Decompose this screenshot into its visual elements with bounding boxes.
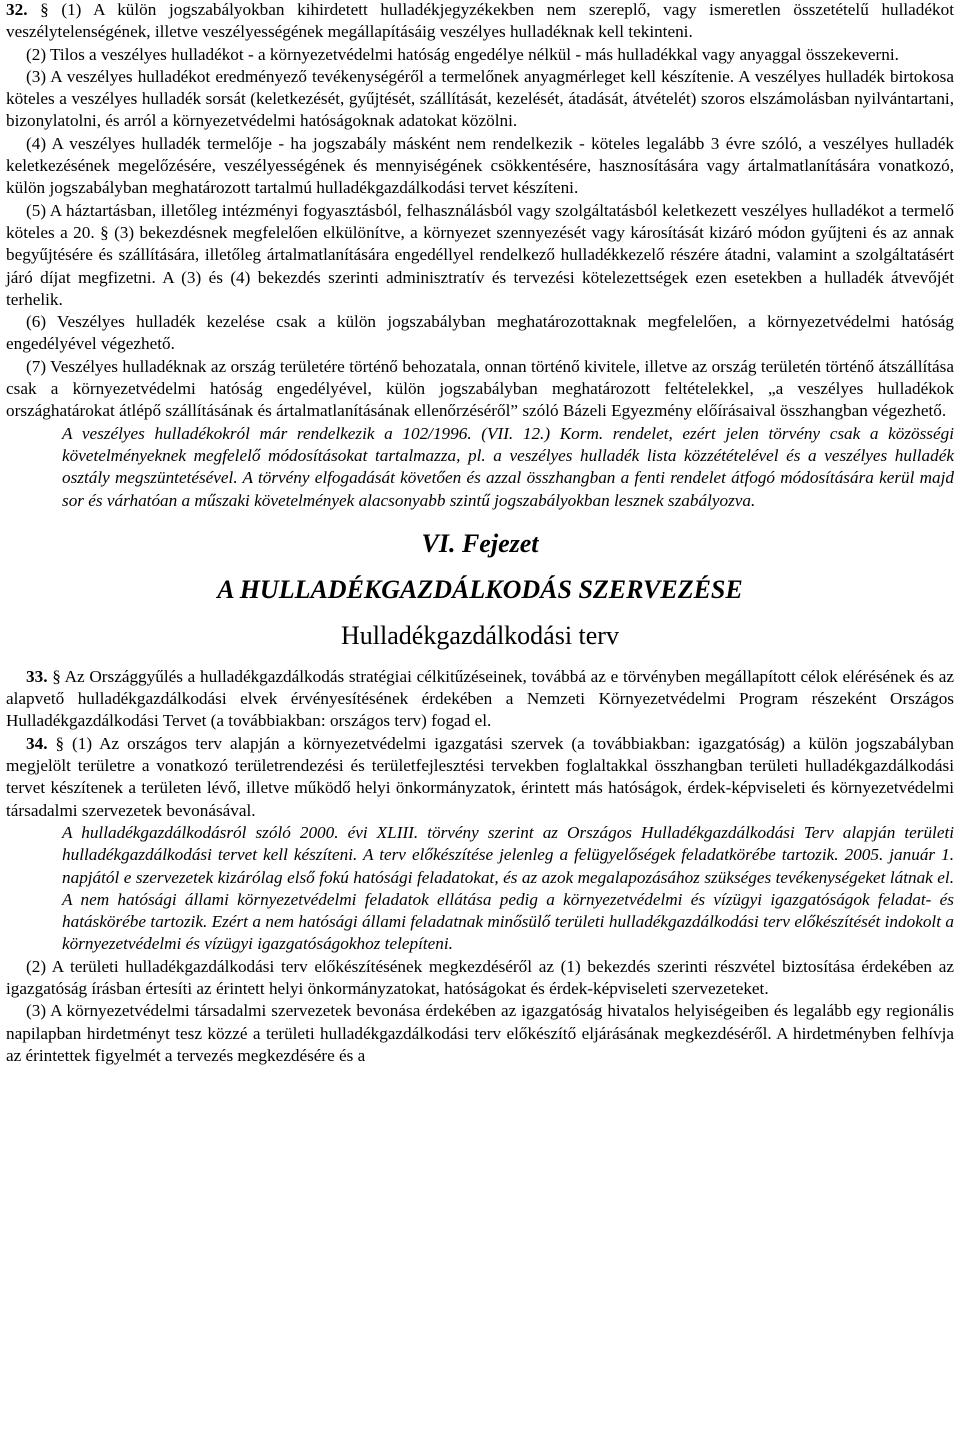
paragraph-text: (5) A háztartásban, illetőleg intézményi fogyasztásból, felhasználásból vagy szolgáltatásból keletkezett veszélyes hulladékot a termelő köteles a 20. <box>6 200 954 242</box>
section-32-paragraph-2: (2) Tilos a veszélyes hulladékot - a környezetvédelmi hatóság engedélye nélkül - más hulladékkal vagy anyaggal összekeverni. <box>26 44 899 64</box>
paragraph-text: Az Országgyűlés a hulladékgazdálkodás stratégiai célkitűzéseinek, továbbá az e törvényben megállapított célok elérésének és az alapvető hulladékgazdálkodási elvek érvényesítésének érdekében a Nemzeti Környezetvédelmi Program részeként Országos Hulladékgazdálkodási Tervet (a továbbiakban: országos terv) fogad el. <box>6 666 954 731</box>
section-sign: § <box>52 666 61 686</box>
section-sign: § <box>55 733 65 753</box>
section-32-paragraph-7: (7) Veszélyes hulladéknak az ország területére történő behozatala, onnan történő kivitele, illetve az ország területén történő átszállítása csak a környezetvédelmi hatóság engedélyével, külön jogszabályban meghatározott feltételekkel, „a veszélyes hulladékok országhatárokat átlépő szállításának és ártalmatlanításának ellenőrzéséről” szóló Bázeli Egyezmény előírásaival összhangban végezhető. <box>6 356 954 421</box>
section-number: 34. <box>26 733 48 753</box>
paragraph-text: (3) bekezdésnek megfelelően elkülönítve, a környezet szennyezését vagy károsítását kizáró módon gyűjteni és az annak begyűjtésére és szállítására, illetőleg ártalmatlanítására engedéllyel rendelkező hulladékkezelő részére átadni, valamint a szolgáltatásért járó díjat megfizetni. A (3) és (4) bekezdés szerinti adminisztratív és tervezési kötelezettségek ezen esetekben a hulladék átvevőjét terhelik. <box>6 222 954 309</box>
section-number: 32. <box>6 0 28 19</box>
section-32-paragraph-3: (3) A veszélyes hulladékot eredményező tevékenységéről a termelőnek anyagmérleget kell készítenie. A veszélyes hulladék birtokosa köteles a veszélyes hulladék sorsát (keletkezését, gyűjtését, szállítását, kezelését, átadását, átvételét) szoros elszámolásban nyilvántartani, bizonylatolni, és arról a környezetvédelmi hatóságoknak adatokat közölni. <box>6 66 954 131</box>
chapter-subtitle: Hulladékgazdálkodási terv <box>341 620 619 650</box>
section-33-paragraph <box>6 666 954 733</box>
section-number: 33. <box>26 666 48 686</box>
section-32-paragraph-5 <box>6 200 954 311</box>
chapter-number: VI. Fejezet <box>421 528 539 558</box>
section-34-paragraph-3: (3) A környezetvédelmi társadalmi szervezetek bevonása érdekében az igazgatóság hivatalos helyiségeiben és legalább egy regionális napilapban hirdetményt tesz közzé a területi hulladékgazdálkodási terv előkészítő eljárásának megkezdéséről. A hirdetményben felhívja az érintettek figyelmét a tervezés megkezdésére és a <box>6 1001 954 1065</box>
explanatory-note: A hulladékgazdálkodásról szóló 2000. évi XLIII. törvény szerint az Országos Hulladékgazdálkodási Terv alapján területi hulladékgazdálkodási tervet kell készíteni. A terv előkészítése jelenleg a felügyelőségek feladatkörébe tartozik. 2005. január 1. napjától e szervezetek kizárólag első fokú hatósági feladatokat, és az azok megalapozásához szükséges tevékenységeket látnak el. A nem hatósági állami környezetvédelmi feladatok ellátása pedig a környezetvédelmi és vízügyi igazgatóságok feladat- és hatáskörébe tartozik. Ezért a nem hatósági állami feladatnak minősülő területi hulladékgazdálkodási terv előkészítését indokolt a környezetvédelmi és vízügyi igazgatóságokhoz telepíteni. <box>62 822 954 954</box>
chapter-title: A HULLADÉKGAZDÁLKODÁS SZERVEZÉSE <box>217 574 743 604</box>
section-32-paragraph-1 <box>6 0 954 44</box>
paragraph-text: (1) Az országos terv alapján a környezetvédelmi igazgatási szervek (a továbbiakban: igazgatóság) a külön jogszabályban megjelölt területre a vonatkozó területrendezési és területfejlesztési tervekben foglaltakkal összhangban területi hulladékgazdálkodási tervet készítenek a területen lévő, illetve működő helyi önkormányzatok, érintett más hatóságok, érdek-képviseleti és környezetvédelmi társadalmi szervezetek bevonásával. <box>6 733 954 820</box>
section-sign: § <box>100 222 109 242</box>
section-sign: § <box>40 0 49 19</box>
paragraph-text: (1) A külön jogszabályokban kihirdetett hulladékjegyzékekben nem szereplő, vagy ismeretlen összetételű hulladékot veszélytelenségének, illetve veszélyességének megállapításáig veszélyes hulladéknak kell tekinteni. <box>6 0 954 42</box>
section-32-paragraph-4: (4) A veszélyes hulladék termelője - ha jogszabály másként nem rendelkezik - köteles legalább 3 évre szóló, a veszélyes hulladék keletkezésének megelőzésére, veszélyességének és mennyiségének csökkentésére, hasznosítására vagy ártalmatlanítására vonatkozó, külön jogszabályban meghatározott tartalmú hulladékgazdálkodási tervet készíteni. <box>6 133 954 198</box>
section-34-paragraph-1 <box>6 733 954 822</box>
section-32-paragraph-6: (6) Veszélyes hulladék kezelése csak a külön jogszabályban meghatározottaknak megfelelően, a környezetvédelmi hatóság engedélyével végezhető. <box>6 312 954 354</box>
section-34-paragraph-2: (2) A területi hulladékgazdálkodási terv előkészítésének megkezdéséről az (1) bekezdés szerinti részvétel biztosítása érdekében az igazgatóság írásban értesíti az érintett helyi önkormányzatokat, hatóságokat és érdek-képviseleti szervezeteket. <box>6 956 954 998</box>
explanatory-note: A veszélyes hulladékokról már rendelkezik a 102/1996. (VII. 12.) Korm. rendelet, ezért jelen törvény csak a közösségi követelményeknek megfelelő módosításokat tartalmazza, pl. a veszélyes hulladék lista közzétételével és a veszélyes hulladék osztály megszüntetésével. A törvény elfogadását követően és azzal összhangban a fenti rendelet átfogó módosítására kerül majd sor és várhatóan a műszaki követelmények alacsonyabb szintű jogszabályokban lesznek szabályozva. <box>62 423 954 510</box>
